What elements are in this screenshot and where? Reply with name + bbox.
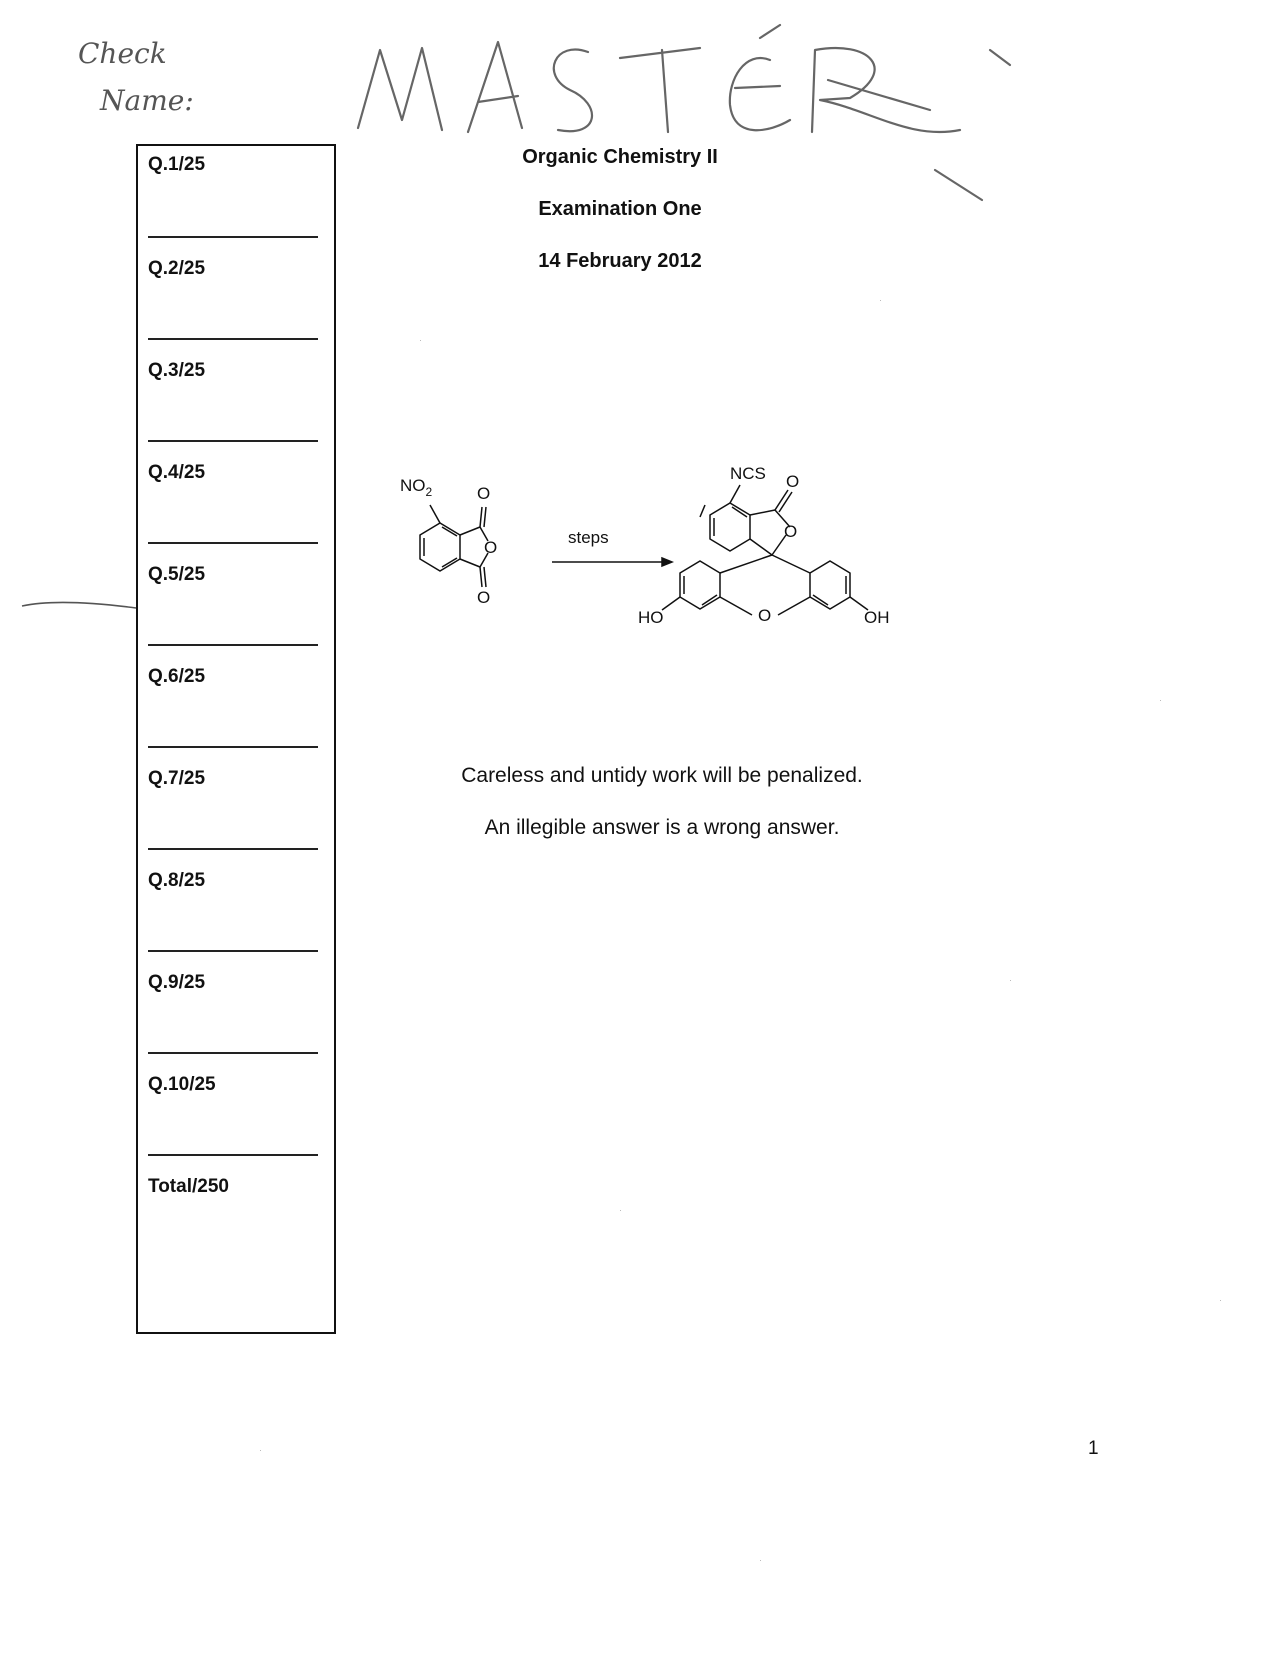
score-table (136, 144, 336, 1334)
right-aryl-ring (810, 561, 850, 609)
nitro-label-main: NO (400, 476, 426, 495)
left-aryl-ring (680, 561, 720, 609)
score-row-q9: Q.9/25 (148, 972, 206, 993)
product-benzene-ring (710, 503, 750, 551)
master-stamp-svg (350, 20, 1050, 220)
careless-work-notice: Careless and untidy work will be penalized. (461, 764, 863, 787)
handwritten-note-svg (70, 28, 240, 128)
nitro-label-subscript: 2 (425, 485, 433, 499)
scan-speck (620, 1210, 621, 1211)
reactant-carbonyl-o-bottom: O (477, 588, 491, 607)
score-divider (148, 440, 318, 442)
handwritten-check-name-note (70, 28, 240, 133)
right-hydroxyl-label: OH (864, 608, 890, 627)
reaction-scheme (380, 455, 920, 650)
score-divider (148, 644, 318, 646)
exam-date: 14 February 2012 (538, 250, 702, 272)
xanthene-o: O (758, 606, 772, 625)
scan-speck (1010, 980, 1011, 981)
reaction-scheme-svg (380, 455, 920, 645)
scan-speck (1160, 700, 1161, 701)
scan-speck (760, 1560, 761, 1561)
score-divider (148, 1154, 318, 1156)
course-title: Organic Chemistry II (522, 146, 718, 168)
score-row-q1: Q.1/25 (148, 154, 206, 175)
score-divider (148, 338, 318, 340)
score-divider (148, 1052, 318, 1054)
score-row-q4: Q.4/25 (148, 462, 206, 483)
score-row-q7: Q.7/25 (148, 768, 206, 789)
margin-stroke-svg (20, 598, 140, 614)
score-row-q2: Q.2/25 (148, 258, 206, 279)
score-divider (148, 950, 318, 952)
product-carbonyl-o: O (786, 472, 800, 491)
arrow-label: steps (568, 528, 609, 547)
scan-speck (880, 300, 881, 301)
scan-speck (1220, 1300, 1221, 1301)
reactant-carbonyl-o-top: O (477, 484, 491, 503)
handwritten-check: Check (78, 37, 167, 70)
product-lactone-o: O (784, 522, 798, 541)
handwritten-name: Name: (100, 84, 194, 117)
reactant-benzene-ring (420, 523, 460, 571)
isothiocyanate-label: NCS (730, 464, 766, 483)
handwritten-master-stamp (350, 20, 1050, 225)
nitro-label (400, 476, 433, 499)
scan-speck (420, 340, 421, 341)
score-row-q8: Q.8/25 (148, 870, 206, 891)
reactant-ring-o: O (484, 538, 498, 557)
illegible-answer-notice: An illegible answer is a wrong answer. (484, 816, 840, 839)
scan-speck (260, 1450, 261, 1451)
score-row-total: Total/250 (148, 1176, 229, 1197)
margin-pen-stroke (20, 598, 140, 619)
score-divider (148, 236, 318, 238)
left-hydroxyl-label: HO (638, 608, 664, 627)
score-row-q3: Q.3/25 (148, 360, 206, 381)
score-divider (148, 848, 318, 850)
exam-title: Examination One (538, 198, 702, 220)
score-divider (148, 542, 318, 544)
score-row-q5: Q.5/25 (148, 564, 206, 585)
score-row-q6: Q.6/25 (148, 666, 206, 687)
page-number: 1 (1088, 1438, 1099, 1459)
score-divider (148, 746, 318, 748)
score-row-q10: Q.10/25 (148, 1074, 216, 1095)
